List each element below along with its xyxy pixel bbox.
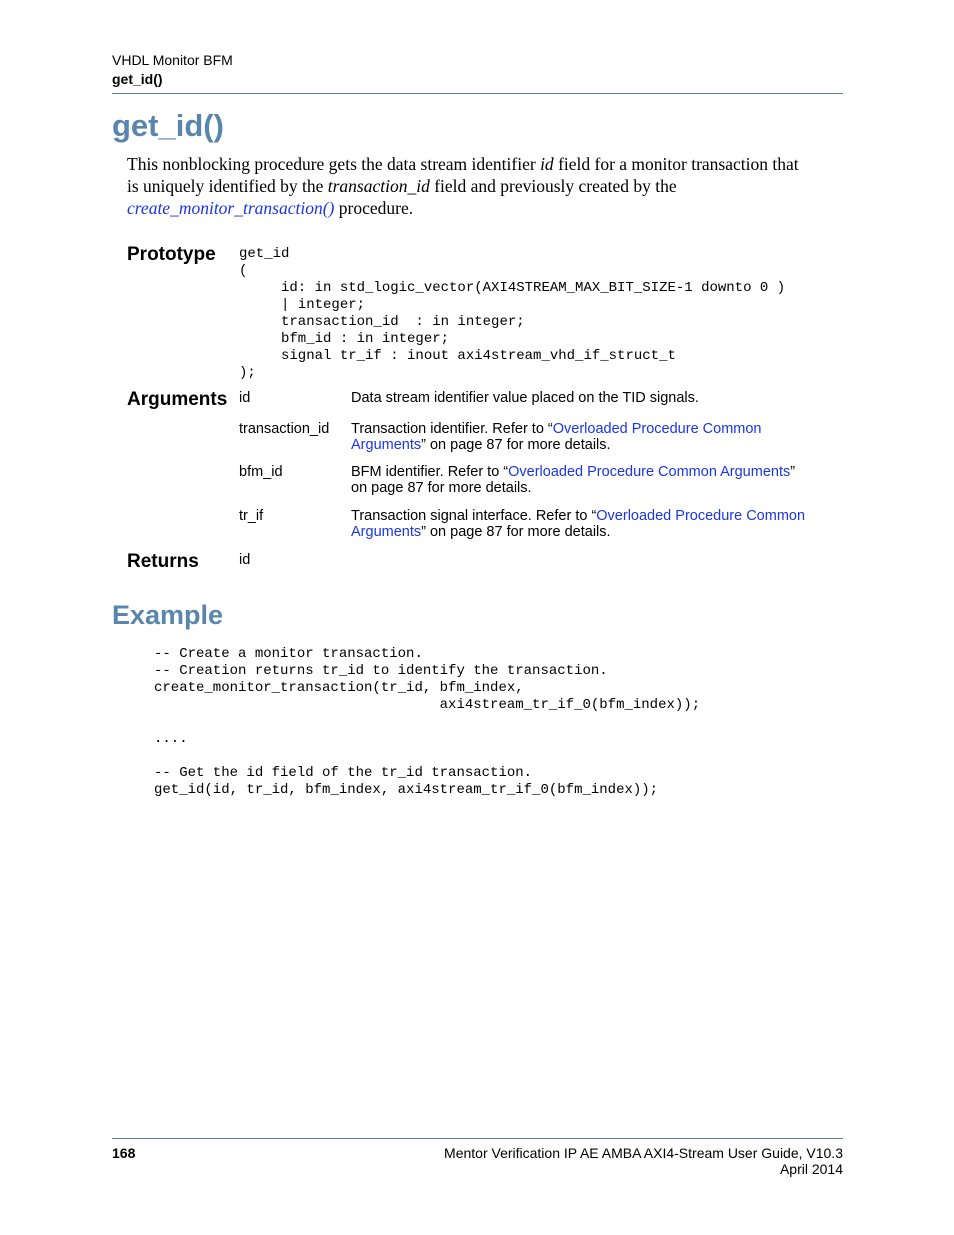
- intro-text: procedure.: [334, 198, 414, 218]
- overloaded-args-link[interactable]: Arguments: [351, 437, 422, 453]
- intro-line-3: [127, 197, 847, 219]
- argument-desc-transaction-id: [351, 421, 846, 453]
- intro-text: is uniquely identified by the: [127, 176, 328, 196]
- intro-text: field for a monitor transaction that: [553, 154, 799, 174]
- argument-desc-id: [351, 390, 846, 406]
- page-title: get_id(): [112, 108, 224, 143]
- overloaded-args-link[interactable]: Overloaded Procedure Common Arguments: [508, 464, 791, 480]
- argument-desc-tr-if: [351, 508, 846, 540]
- argument-desc-bfm-id: [351, 464, 846, 496]
- intro-line-1: [127, 153, 847, 175]
- intro-text: This nonblocking procedure gets the data stream identifier: [127, 154, 541, 174]
- argument-desc-text: ”: [790, 464, 796, 480]
- footer-doc-title: Mentor Verification IP AE AMBA AXI4-Stream User Guide, V10.3: [444, 1145, 843, 1161]
- running-header-section: VHDL Monitor BFM: [112, 52, 233, 68]
- page-number: 168: [112, 1145, 136, 1161]
- intro-emphasis-transaction-id: transaction_id: [327, 176, 430, 196]
- intro-paragraph: [127, 153, 847, 219]
- argument-name-tr-if: tr_if: [239, 508, 264, 524]
- arguments-label: Arguments: [127, 389, 228, 410]
- overloaded-args-link[interactable]: Arguments: [351, 524, 422, 540]
- argument-desc-text: Transaction signal interface. Refer to “: [351, 508, 597, 524]
- returns-value: id: [239, 552, 251, 568]
- intro-text: field and previously created by the: [429, 176, 677, 196]
- returns-label: Returns: [127, 551, 199, 572]
- intro-line-2: [127, 175, 847, 197]
- argument-name-bfm-id: bfm_id: [239, 464, 283, 480]
- argument-desc-text: BFM identifier. Refer to “: [351, 464, 509, 480]
- create-monitor-transaction-link[interactable]: create_monitor_transaction(): [127, 198, 335, 218]
- footer-divider: [112, 1138, 843, 1139]
- intro-emphasis-id: id: [540, 154, 554, 174]
- footer-date: April 2014: [779, 1161, 843, 1177]
- argument-desc-text: Transaction identifier. Refer to “: [351, 421, 553, 437]
- argument-desc-text: on page 87 for more details.: [351, 480, 532, 496]
- overloaded-args-link[interactable]: Overloaded Procedure Common: [596, 508, 806, 524]
- argument-desc-text: ” on page 87 for more details.: [421, 524, 611, 540]
- example-heading: Example: [112, 600, 224, 630]
- overloaded-args-link[interactable]: Overloaded Procedure Common: [552, 421, 762, 437]
- prototype-label: Prototype: [127, 244, 216, 265]
- argument-desc-text: Data stream identifier value placed on the TID signals.: [351, 390, 699, 406]
- prototype-code: get_id ( id: in std_logic_vector(AXI4STREAM_MAX_BIT_SIZE-1 downto 0 ) | integer; transaction_id : in integer; bfm_id : in integer; signal tr_if : inout axi4stream_vhd_if_struct_t );: [239, 246, 786, 381]
- footer-doc-info: [444, 1145, 843, 1177]
- argument-name-id: id: [239, 390, 251, 406]
- argument-name-transaction-id: transaction_id: [239, 421, 330, 437]
- argument-desc-text: ” on page 87 for more details.: [421, 437, 611, 453]
- header-divider: [112, 93, 843, 94]
- running-header-subsection: get_id(): [112, 71, 163, 87]
- example-code: -- Create a monitor transaction. -- Creation returns tr_id to identify the transaction. create_monitor_transaction(tr_id, bfm_index, axi4stream_tr_if_0(bfm_index)); .... -- Get the id field of the tr_id transaction. get_id(id, tr_id, bfm_index, axi4stream_tr_if_0(bfm_index));: [154, 646, 701, 798]
